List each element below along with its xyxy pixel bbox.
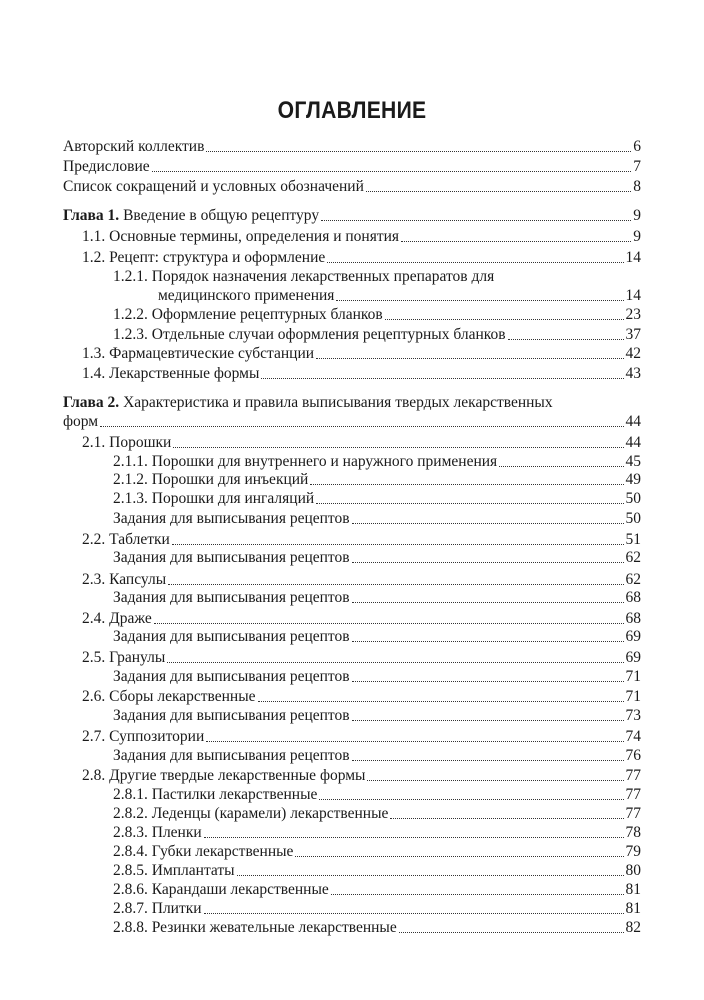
toc-entry-title: 2.4. Драже [82, 610, 152, 627]
toc-entry-title: 1.2. Рецепт: структура и оформление [82, 249, 326, 266]
dot-leader [100, 425, 623, 427]
dot-leader [327, 261, 623, 263]
toc-entry-title: 1.2.1. Порядок назначения лекарственных препаратов для [113, 268, 495, 285]
toc-entry-title: 2.5. Гранулы [82, 649, 166, 666]
dot-leader [295, 855, 623, 857]
dot-leader [385, 318, 624, 320]
dot-leader [352, 561, 624, 563]
page-number: 79 [625, 843, 641, 860]
toc-entry[interactable] [113, 509, 641, 528]
dot-leader [352, 680, 624, 682]
toc-entry-title: Задания для выписывания рецептов [113, 707, 350, 724]
page-number: 77 [625, 786, 641, 803]
page-number: 8 [633, 178, 641, 195]
dot-leader [352, 719, 624, 721]
toc-entry-title: 2.1.2. Порошки для инъекций [113, 471, 309, 488]
page-number: 9 [633, 207, 641, 224]
toc-entry[interactable] [113, 489, 641, 508]
toc-entry[interactable] [113, 899, 641, 918]
toc-entry-title: Задания для выписывания рецептов [113, 549, 350, 566]
dot-leader [237, 874, 624, 876]
toc-entry[interactable] [113, 804, 641, 823]
toc-entry-title: Задания для выписывания рецептов [113, 628, 350, 645]
toc-entry[interactable] [113, 706, 641, 725]
toc-entry[interactable] [82, 727, 641, 746]
page-number: 71 [625, 688, 641, 705]
page-title: ОГЛАВЛЕНИЕ [277, 97, 427, 124]
toc-entry[interactable] [82, 687, 641, 706]
page-number: 51 [625, 531, 641, 548]
toc-entry[interactable] [113, 667, 641, 686]
page-number: 37 [625, 326, 641, 343]
toc-entry-continuation: форм [63, 413, 99, 430]
toc-entry[interactable] [113, 918, 641, 937]
toc-entry[interactable] [113, 452, 641, 471]
dot-leader [206, 150, 631, 152]
page-number: 80 [625, 862, 641, 879]
toc-entry-title: Список сокращений и условных обозначений [63, 178, 364, 195]
toc-entry-title: 2.3. Капсулы [82, 571, 167, 588]
toc-entry[interactable] [82, 364, 641, 383]
toc-entry[interactable] [113, 746, 641, 765]
toc-entry-title: 2.1.1. Порошки для внутреннего и наружного применения [113, 453, 498, 470]
toc-entry-title: 2.6. Сборы лекарственные [82, 688, 256, 705]
page-number: 43 [625, 365, 641, 382]
toc-entry-title: 2.8.3. Пленки [113, 824, 202, 841]
toc-entry-title: Авторский коллектив [63, 138, 205, 155]
page-number: 44 [625, 434, 641, 451]
toc-entry-title: 2.7. Суппозитории [82, 728, 205, 745]
toc-entry-title: Глава 2. Характеристика и правила выписывания твердых лекарственных [63, 394, 553, 411]
dot-leader [352, 522, 624, 524]
toc-entry-title: 2.2. Таблетки [82, 531, 170, 548]
toc-entry-title: 2.8.7. Плитки [113, 900, 202, 917]
toc-entry-title: 2.1.3. Порошки для ингаляций [113, 490, 315, 507]
toc-entry-title: 2.8.8. Резинки жевательные лекарственные [113, 919, 397, 936]
toc-entry-title: 2.8.4. Губки лекарственные [113, 843, 294, 860]
dot-leader [499, 465, 623, 467]
page-number: 81 [625, 900, 641, 917]
toc-entry[interactable] [113, 305, 641, 324]
toc-entry[interactable] [82, 530, 641, 549]
toc-entry-title: 2.8.5. Имплантаты [113, 862, 235, 879]
dot-leader [399, 931, 624, 933]
dot-leader [367, 779, 623, 781]
page-number: 44 [625, 413, 641, 430]
toc-entry-continuation: медицинского применения [158, 287, 335, 304]
page-number: 74 [625, 728, 641, 745]
toc-entry[interactable] [113, 548, 641, 567]
dot-leader [204, 912, 624, 914]
toc-entry[interactable] [113, 470, 641, 489]
page-number: 81 [625, 881, 641, 898]
page-number: 71 [625, 668, 641, 685]
page-number: 62 [625, 571, 641, 588]
toc-entry[interactable] [113, 880, 641, 899]
chapter-number: Глава 2. [63, 394, 120, 411]
dot-leader [508, 338, 624, 340]
toc-entry-title: Задания для выписывания рецептов [113, 668, 350, 685]
page-number: 77 [625, 805, 641, 822]
dot-leader [336, 299, 623, 301]
toc-entry-title: 2.1. Порошки [82, 434, 172, 451]
dot-leader [316, 357, 623, 359]
toc-entry[interactable] [63, 137, 641, 156]
toc-entry[interactable] [113, 325, 641, 344]
page-number: 14 [625, 249, 641, 266]
toc-entry[interactable] [82, 570, 641, 589]
toc-entry[interactable] [113, 861, 641, 880]
dot-leader [316, 502, 623, 504]
page-number: 9 [633, 228, 641, 245]
toc-entry[interactable] [82, 248, 641, 267]
dot-leader [204, 836, 624, 838]
toc-entry[interactable] [113, 842, 641, 861]
toc-entry[interactable] [82, 766, 641, 785]
page-number: 68 [625, 610, 641, 627]
page-number: 78 [625, 824, 641, 841]
toc-entry[interactable] [113, 627, 641, 646]
page-number: 50 [625, 510, 641, 527]
toc-entry-title: 1.2.2. Оформление рецептурных бланков [113, 306, 383, 323]
page-number: 62 [625, 549, 641, 566]
toc-entry[interactable] [113, 267, 641, 305]
page-number: 23 [625, 306, 641, 323]
toc-entry-title: 1.2.3. Отдельные случаи оформления рецептурных бланков [113, 326, 506, 343]
toc-entry[interactable] [82, 609, 641, 628]
toc-entry[interactable] [82, 344, 641, 363]
dot-leader [319, 798, 623, 800]
chapter-number: Глава 1. [63, 207, 120, 224]
toc-entry[interactable] [63, 177, 641, 196]
toc-entry-title: Задания для выписывания рецептов [113, 747, 350, 764]
toc-entry[interactable] [82, 227, 641, 246]
toc-entry-title: 1.1. Основные термины, определения и понятия [82, 228, 400, 245]
page-number: 69 [625, 628, 641, 645]
dot-leader [206, 740, 623, 742]
dot-leader [366, 190, 631, 192]
toc-entry[interactable] [63, 157, 641, 176]
page-number: 76 [625, 747, 641, 764]
toc-entry[interactable] [63, 393, 641, 431]
page-number: 49 [625, 471, 641, 488]
toc-entry-title: Задания для выписывания рецептов [113, 510, 350, 527]
toc-entry-title: Глава 1. Введение в общую рецептуру [63, 207, 320, 224]
dot-leader [352, 640, 624, 642]
toc-entry[interactable] [82, 433, 641, 452]
toc-entry-title: Задания для выписывания рецептов [113, 589, 350, 606]
dot-leader [352, 759, 624, 761]
dot-leader [258, 700, 624, 702]
page-number: 69 [625, 649, 641, 666]
page-number: 6 [633, 138, 641, 155]
dot-leader [321, 219, 631, 221]
toc-entry[interactable] [63, 206, 641, 225]
toc-entry[interactable] [113, 785, 641, 804]
page-number: 45 [625, 453, 641, 470]
dot-leader [172, 543, 624, 545]
dot-leader [261, 377, 623, 379]
toc-entry-title: 1.3. Фармацевтические субстанции [82, 345, 315, 362]
dot-leader [352, 601, 624, 603]
dot-leader [167, 661, 623, 663]
page-number: 68 [625, 589, 641, 606]
toc-entry-title: 2.8.2. Леденцы (карамели) лекарственные [113, 805, 389, 822]
toc-entry-title: 2.8.1. Пастилки лекарственные [113, 786, 318, 803]
toc-entry[interactable] [113, 823, 641, 842]
page-number: 14 [625, 287, 641, 304]
toc-entry-title: 2.8. Другие твердые лекарственные формы [82, 767, 366, 784]
page-number: 42 [625, 345, 641, 362]
dot-leader [390, 817, 623, 819]
toc-entry[interactable] [113, 588, 641, 607]
dot-leader [154, 622, 624, 624]
toc-entry-title: 1.4. Лекарственные формы [82, 365, 260, 382]
dot-leader [173, 446, 623, 448]
page-number: 82 [625, 919, 641, 936]
page-number: 73 [625, 707, 641, 724]
page-number: 7 [633, 158, 641, 175]
dot-leader [152, 170, 632, 172]
toc-entry-title: Предисловие [63, 158, 150, 175]
toc-entry[interactable] [82, 648, 641, 667]
page-number: 77 [625, 767, 641, 784]
page-number: 50 [625, 490, 641, 507]
toc-entry-title: 2.8.6. Карандаши лекарственные [113, 881, 329, 898]
dot-leader [401, 240, 631, 242]
dot-leader [310, 483, 623, 485]
dot-leader [331, 893, 624, 895]
dot-leader [168, 583, 623, 585]
